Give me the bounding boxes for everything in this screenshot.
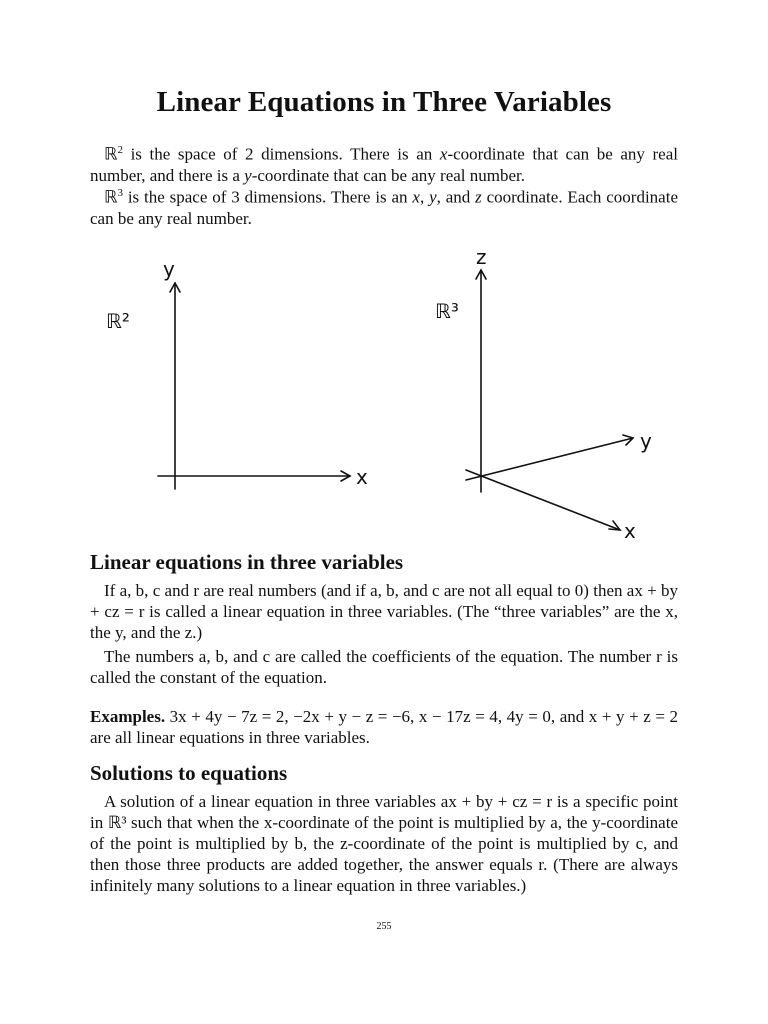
left-y-arrow: [170, 283, 180, 292]
left-x-arrow: [341, 471, 350, 481]
section2-paragraph-1: A solution of a linear equation in three variables ax + by + cz = r is a specific point in ℝ³ such that when the x-coordinate of the point is multiplied by a, the y-coordinate of the point is multiplied by b, the z-coordinate of the point is multiplied by c, and then those three products are added together, the answer equals r. (There are always infinitely many solutions to a linear equation in three variables.): [90, 792, 678, 895]
section1-paragraph-2: The numbers a, b, and c are called the coefficients of the equation. The number r is called the constant of the equation.: [90, 647, 678, 687]
real-numbers-symbol: ℝ: [104, 187, 118, 207]
superscript: 2: [117, 144, 123, 156]
examples-label: Examples.: [90, 707, 166, 726]
section1-paragraph-1: If a, b, c and r are real numbers (and if a, b, and c are not all equal to 0) then ax + by + cz = r is called a linear equation in three variables. (The “three variables” are the x, the y, and the z.): [90, 581, 678, 642]
right-y-axis: [466, 438, 633, 480]
section-heading-solutions: Solutions to equations: [90, 761, 288, 785]
examples-paragraph: [90, 706, 678, 748]
right-y-label: y: [640, 429, 652, 453]
right-z-arrow: [476, 270, 486, 279]
intro-paragraph-1: ℝ$^2$ is the space of 2 dimensions. There is an x-coordinate that can be any real number, and there is a y-coordinate that can be any real number.: [90, 144, 678, 185]
right-x-arrow: [609, 521, 620, 530]
page-number: 255: [376, 921, 392, 932]
section-heading-linear-equations: Linear equations in three variables: [90, 550, 404, 574]
right-y-arrow: [623, 435, 633, 445]
intro-paragraph-2: ℝ$^3$ is the space of 3 dimensions. There is an x, y, and z coordinate. Each coordinate can be any real number.: [90, 187, 678, 228]
left-y-label: y: [163, 257, 175, 281]
right-x-label: x: [624, 519, 636, 543]
real-numbers-symbol: ℝ: [104, 144, 118, 164]
page-title: Linear Equations in Three Variables: [156, 86, 612, 118]
right-x-axis: [466, 470, 620, 530]
right-z-label: z: [476, 245, 487, 269]
examples-text: 3x + 4y − 7z = 2, −2x + y − z = −6, x − 17z = 4, 4y = 0, and x + y + z = 2 are all linear equations in three variables.: [90, 707, 678, 747]
superscript: 3: [117, 187, 123, 199]
left-space-label: ℝ²: [106, 309, 130, 333]
left-x-label: x: [356, 465, 368, 489]
right-space-label: ℝ³: [435, 299, 459, 323]
